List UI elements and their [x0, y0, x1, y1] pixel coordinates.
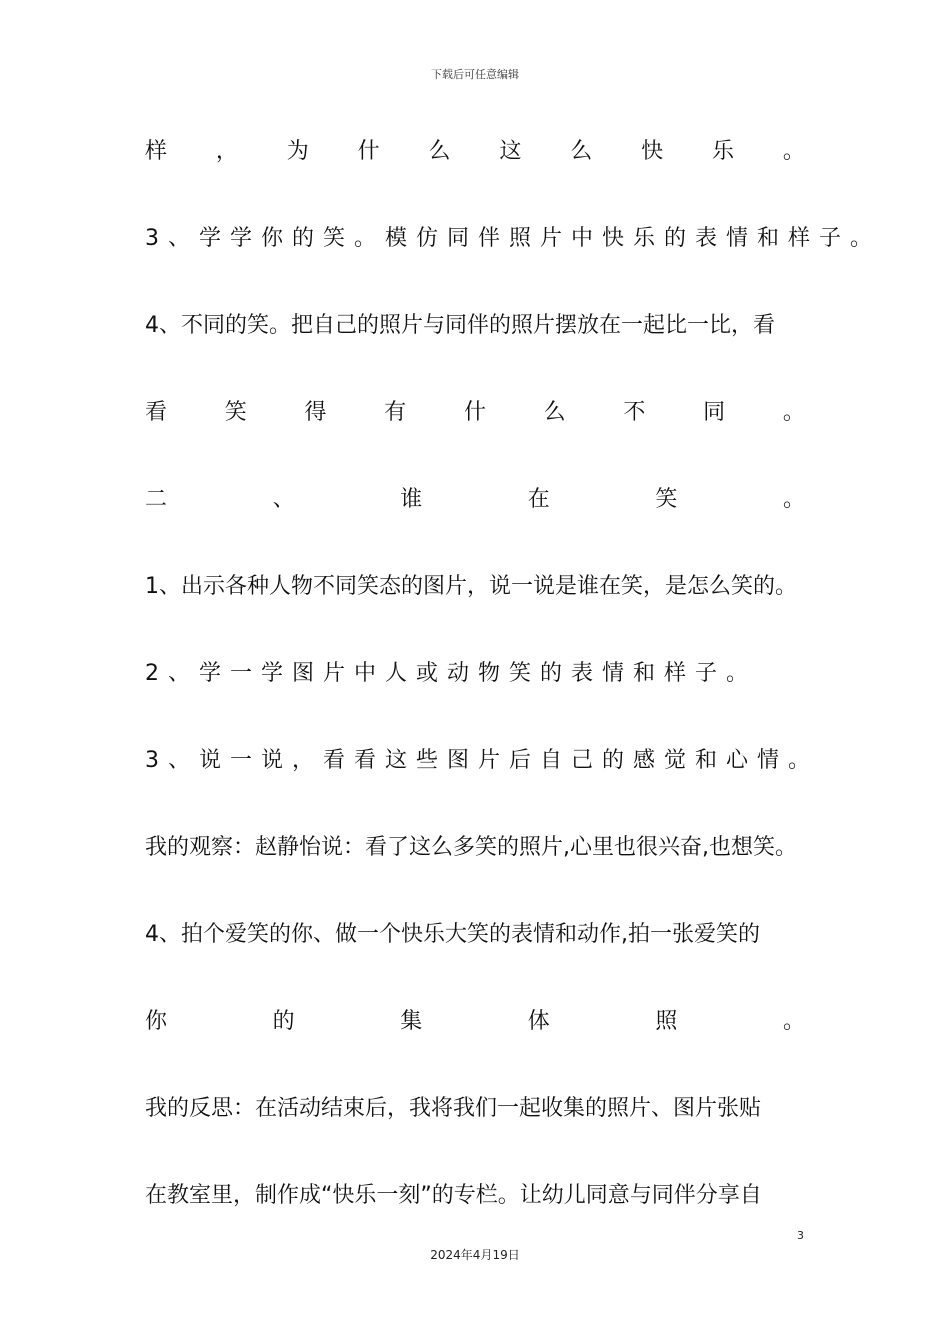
char: 这	[499, 139, 522, 164]
char: 么	[543, 400, 566, 425]
page-footer-date: 2024年4月19日	[430, 1248, 520, 1262]
char: 谁	[400, 487, 423, 512]
char: 笑	[655, 487, 678, 512]
char: 照	[655, 1009, 678, 1034]
page-number: 3	[797, 1229, 804, 1242]
char: ，	[215, 139, 238, 164]
text-line-12: 我的反思：在活动结束后，我将我们一起收集的照片、图片张贴	[145, 1096, 762, 1121]
char: 、	[272, 487, 295, 512]
page-header: 下载后可任意编辑	[431, 68, 519, 81]
char: 你	[145, 1009, 168, 1034]
text-line-3: 4、不同的笑。把自己的照片与同伴的照片摆放在一起比一比，看	[145, 313, 775, 338]
char: 。	[782, 1009, 805, 1034]
text-line-11	[145, 1005, 805, 1039]
text-line-1	[145, 135, 805, 169]
text-line-7: 2、学一学图片中人或动物笑的表情和样子。	[145, 661, 757, 686]
char: 同	[703, 400, 726, 425]
text-line-4	[145, 396, 805, 430]
char: 集	[400, 1009, 423, 1034]
char: 么	[428, 139, 451, 164]
text-line-6: 1、出示各种人物不同笑态的图片，说一说是谁在笑，是怎么笑的。	[145, 574, 797, 599]
text-line-8: 3、说一说，看看这些图片后自己的感觉和心情。	[145, 748, 819, 773]
char: 的	[272, 1009, 295, 1034]
char: 什	[463, 400, 486, 425]
char: 么	[570, 139, 593, 164]
text-line-9: 我的观察：赵静怡说：看了这么多笑的照片,心里也很兴奋,也想笑。	[145, 835, 797, 860]
char: 什	[357, 139, 380, 164]
char: 看	[145, 400, 168, 425]
char: 。	[782, 487, 805, 512]
char: 有	[384, 400, 407, 425]
char: 不	[623, 400, 646, 425]
char: 在	[527, 487, 550, 512]
char: 体	[527, 1009, 550, 1034]
char: 。	[782, 400, 805, 425]
char: 笑	[224, 400, 247, 425]
text-line-2: 3、学学你的笑。模仿同伴照片中快乐的表情和样子。	[145, 226, 881, 251]
section-heading	[145, 483, 805, 517]
char: 二	[145, 487, 168, 512]
char: 得	[304, 400, 327, 425]
char: 样	[145, 139, 168, 164]
char: 快	[641, 139, 664, 164]
text-line-13: 在教室里，制作成“快乐一刻”的专栏。让幼儿同意与同伴分享自	[145, 1183, 762, 1208]
char: 。	[782, 139, 805, 164]
char: 为	[286, 139, 309, 164]
char: 乐	[712, 139, 735, 164]
text-line-10: 4、拍个爱笑的你、做一个快乐大笑的表情和动作,拍一张爱笑的	[145, 922, 760, 947]
